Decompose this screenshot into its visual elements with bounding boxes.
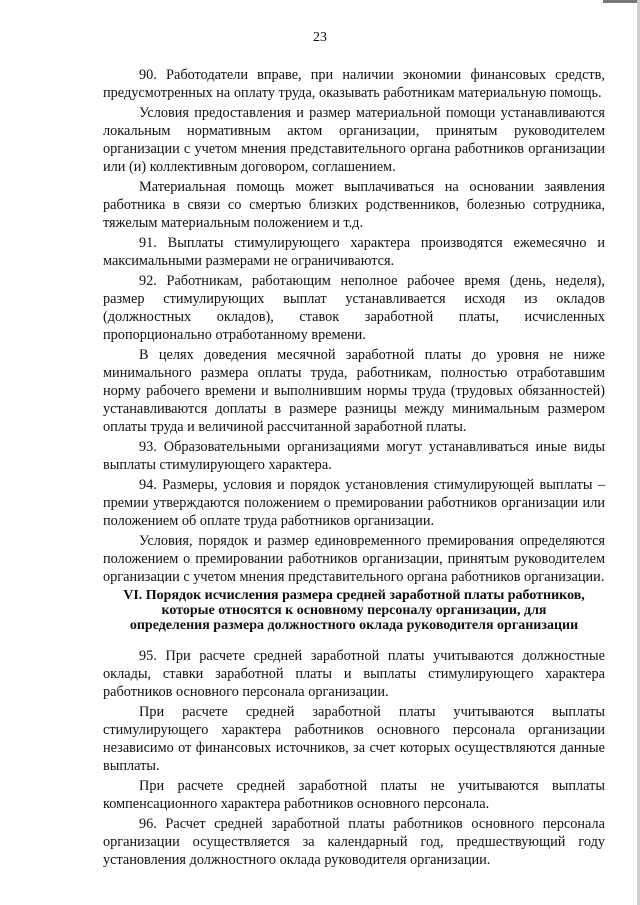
- paragraph-91: 91. Выплаты стимулирующего характера производятся ежемесячно и максимальными размерами не ограничиваются.: [103, 235, 605, 269]
- paragraph-bonus-conditions: Условия, порядок и размер единовременного премирования определяются положением о премировании работников организации, принятым руководителем организации с учетом мнения представительного органа работников организации.: [103, 533, 605, 585]
- paragraph-94: 94. Размеры, условия и порядок установления стимулирующей выплаты – премии утверждаются положением о премировании работников организации или положением об оплате труда работников организации.: [103, 477, 605, 529]
- section-heading-line: которые относятся к основному персоналу организации, для: [161, 603, 547, 618]
- paragraph-95: 95. При расчете средней заработной платы учитываются должностные оклады, ставки заработной платы и выплаты стимулирующего характера работников основного персонала организации.: [103, 648, 605, 700]
- paragraph-aid-grounds: Материальная помощь может выплачиваться на основании заявления работника в связи со смертью близких родственников, болезнью сотрудника, тяжелым материальным положением и т.д.: [103, 179, 605, 231]
- section-heading: [103, 588, 605, 633]
- paragraph-93: 93. Образовательными организациями могут устанавливаться иные виды выплаты стимулирующего характера.: [103, 439, 605, 473]
- paragraph-aid-conditions: Условия предоставления и размер материальной помощи устанавливаются локальным нормативным актом организации, принятым руководителем организации с учетом мнения представительного органа работников организации или (и) коллективным договором, соглашением.: [103, 105, 605, 175]
- page-number: 23: [313, 30, 327, 45]
- paragraph-92: 92. Работникам, работающим неполное рабочее время (день, неделя), размер стимулирующих выплат устанавливается исходя из окладов (должностных окладов), ставок заработной платы, исчисленных пропорционально отработанному времени.: [103, 273, 605, 343]
- paragraph-included-payments: При расчете средней заработной платы учитываются выплаты стимулирующего характера работников основного персонала организации независимо от финансовых источников, за счет которых осуществляются данные выплаты.: [103, 704, 605, 774]
- section-heading-line: определения размера должностного оклада руководителя организации: [129, 618, 579, 633]
- paragraph-excluded-payments: При расчете средней заработной платы не учитываются выплаты компенсационного характера работников основного персонала.: [103, 778, 605, 812]
- paragraph-96: 96. Расчет средней заработной платы работников основного персонала организации осуществляется за календарный год, предшествующий году установления должностного оклада руководителя организации.: [103, 816, 605, 868]
- section-heading-line: VI. Порядок исчисления размера средней заработной платы работников,: [123, 588, 585, 603]
- paragraph-90: 90. Работодатели вправе, при наличии экономии финансовых средств, предусмотренных на оплату труда, оказывать работникам материальную помощь.: [103, 67, 605, 101]
- paragraph-minimum-wage: В целях доведения месячной заработной платы до уровня не ниже минимального размера оплаты труда, работникам, полностью отработавшим норму рабочего времени и выполнившим нормы труда (трудовых обязанностей) устанавливаются доплаты в размере разницы между минимальным размером оплаты труда и величиной рассчитанной заработной платы.: [103, 347, 605, 435]
- scan-edge-top: [603, 0, 640, 3]
- document-body: [103, 66, 605, 871]
